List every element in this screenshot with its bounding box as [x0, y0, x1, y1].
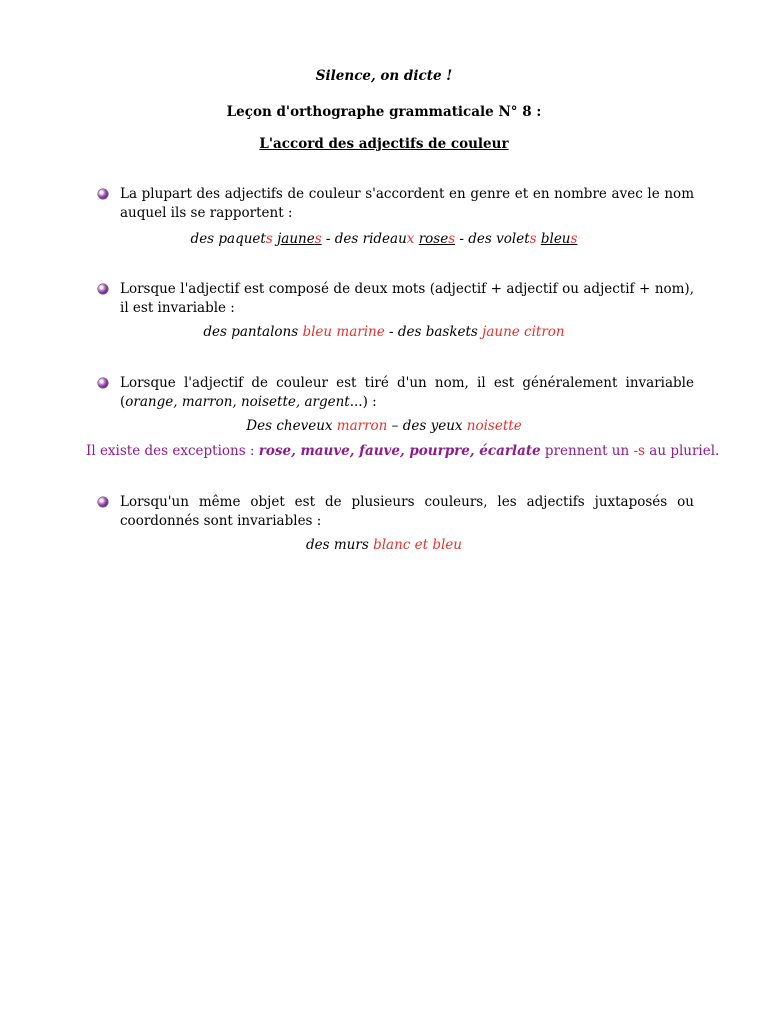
rule-2-example: [0, 324, 768, 340]
example-ending: s: [448, 231, 456, 247]
example-text: des murs: [306, 537, 374, 553]
example-adjective: [541, 231, 578, 247]
bullet-icon: [98, 189, 108, 199]
example-text: des paquet: [190, 231, 266, 247]
lesson-subject: L'accord des adjectifs de couleur: [259, 136, 509, 152]
rule-3-text-b: ...) :: [349, 394, 377, 410]
document-title: Silence, on dicte !: [315, 68, 453, 84]
example-color: noisette: [466, 418, 522, 434]
adjective-word: jaune: [277, 231, 315, 247]
adjective-word: bleu: [540, 231, 571, 247]
example-color: jaune citron: [482, 324, 565, 340]
rule-2-text: Lorsque l'adjectif est composé de deux mots (adjectif + adjectif ou adjectif + nom), il est invariable :: [120, 281, 694, 316]
example-adjective: [277, 231, 322, 247]
example-color: blanc et bleu: [373, 537, 462, 553]
exception-text: au pluriel.: [645, 443, 720, 459]
bullet-icon: [98, 284, 108, 294]
example-ending: s: [570, 231, 578, 247]
example-text: - des volet: [455, 231, 530, 247]
example-text: - des rideau: [321, 231, 407, 247]
bullet-icon: [98, 378, 108, 388]
example-ending: s: [314, 231, 322, 247]
rule-1-example: [0, 231, 768, 247]
rule-4-text: Lorsqu'un même objet est de plusieurs couleurs, les adjectifs juxtaposés ou coordonnés sont invariables :: [120, 494, 694, 529]
example-text: des pantalons: [203, 324, 303, 340]
rule-3-text-a: Lorsque l'adjectif de couleur est tiré d'un nom, il est généralement invariable (: [120, 375, 694, 410]
example-color: marron: [336, 418, 388, 434]
exception-suffix: -s: [633, 443, 645, 459]
example-ending: s: [265, 231, 273, 247]
example-color: bleu marine: [302, 324, 385, 340]
exception-words: rose, mauve, fauve, pourpre, écarlate: [258, 443, 541, 459]
exception-note: [86, 443, 719, 459]
exception-text: prennent un: [540, 443, 634, 459]
example-text: Des cheveux: [246, 418, 337, 434]
rule-3-examples-inline: orange, marron, noisette, argent: [125, 394, 350, 410]
rule-4-example: [0, 537, 768, 553]
example-adjective: [419, 231, 455, 247]
rule-3-text: [120, 374, 694, 412]
lesson-heading: Leçon d'orthographe grammaticale N° 8 :: [226, 104, 542, 120]
rule-3-example: [0, 418, 768, 434]
rule-1-text: La plupart des adjectifs de couleur s'accordent en genre et en nombre avec le nom auquel ils se rapportent :: [120, 186, 694, 221]
exception-text: Il existe des exceptions :: [86, 443, 259, 459]
example-ending: s: [529, 231, 537, 247]
adjective-word: rose: [418, 231, 449, 247]
bullet-icon: [98, 497, 108, 507]
example-ending: x: [406, 231, 415, 247]
example-text: – des yeux: [387, 418, 467, 434]
example-text: - des baskets: [384, 324, 483, 340]
